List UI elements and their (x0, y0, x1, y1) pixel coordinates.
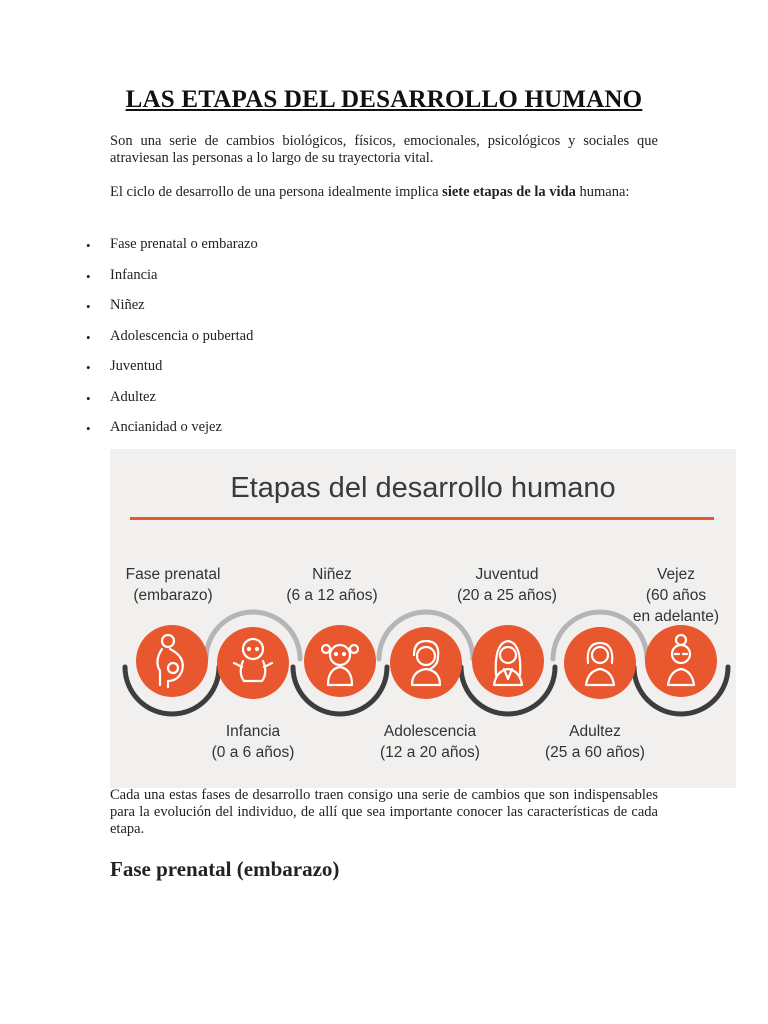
list-item-text: Adultez (110, 388, 156, 405)
intro-paragraph: Son una serie de cambios biológicos, físicos, emocionales, psicológicos y sociales que atraviesan las personas a lo largo de su trayectoria vital. (110, 133, 658, 166)
bullet-icon: • (86, 360, 91, 375)
stage-circle (304, 625, 376, 697)
stage-range-adolescencia: (12 a 20 años) (380, 744, 480, 761)
list-item-text: Fase prenatal o embarazo (110, 236, 258, 252)
after-image-paragraph: Cada una estas fases de desarrollo traen consigo una serie de cambios que son indispensables para la evolución del individuo, de allí que sea importante conocer las características de cada etapa. (110, 787, 658, 837)
bullet-icon: • (86, 329, 91, 345)
infographic-title: Etapas del desarrollo humano (230, 472, 616, 504)
bullet-icon: • (86, 299, 91, 314)
stages-list (86, 235, 258, 449)
list-item-text: Niñez (110, 297, 145, 313)
title-divider (130, 517, 714, 520)
list-item (86, 235, 258, 266)
stages-infographic (110, 449, 736, 788)
bullet-icon: • (86, 268, 91, 284)
list-item (86, 296, 258, 327)
infographic-svg (110, 449, 736, 788)
list-item-text: Ancianidad o vejez (110, 419, 222, 435)
stage-circle (472, 625, 544, 697)
list-item-text: Adolescencia o pubertad (110, 327, 254, 344)
stage-label-ninez: Niñez (312, 566, 352, 583)
stage-label-juventud: Juventud (475, 566, 539, 583)
stage-circle (390, 627, 462, 699)
stage-label-vejez: Vejez (657, 566, 695, 583)
stage-range-juventud: (20 a 25 años) (457, 587, 557, 604)
list-item (86, 357, 258, 388)
list-item-text: Juventud (110, 358, 163, 374)
stage-label-infancia: Infancia (225, 723, 281, 740)
stage-range-prenatal: (embarazo) (133, 587, 213, 604)
stage-range-infancia: (0 a 6 años) (211, 744, 295, 761)
bullet-icon: • (86, 421, 91, 436)
stage-label-adultez: Adultez (569, 723, 621, 740)
list-item (86, 388, 258, 419)
page-title: LAS ETAPAS DEL DESARROLLO HUMANO (125, 86, 643, 113)
stage-circle (217, 627, 289, 699)
stage-range-adultez: (25 a 60 años) (545, 744, 645, 761)
list-item (86, 418, 258, 449)
stage-label-prenatal: Fase prenatal (125, 566, 221, 583)
bullet-icon: • (86, 390, 91, 406)
stage-range-vejez-2: en adelante) (632, 608, 720, 625)
stage-range-vejez: (60 años (645, 587, 707, 604)
stage-range-ninez: (6 a 12 años) (286, 587, 378, 604)
cycle-text-suffix: humana: (575, 184, 630, 200)
section-heading: Fase prenatal (embarazo) (110, 857, 340, 881)
stage-label-adolescencia: Adolescencia (383, 723, 477, 740)
cycle-paragraph (110, 184, 658, 201)
list-item-text: Infancia (110, 266, 158, 283)
cycle-text-bold: siete etapas de la vida (442, 184, 576, 200)
list-item (86, 327, 258, 358)
bullet-icon: • (86, 238, 91, 253)
list-item (86, 266, 258, 297)
cycle-text-prefix: El ciclo de desarrollo de una persona idealmente implica (110, 184, 443, 200)
